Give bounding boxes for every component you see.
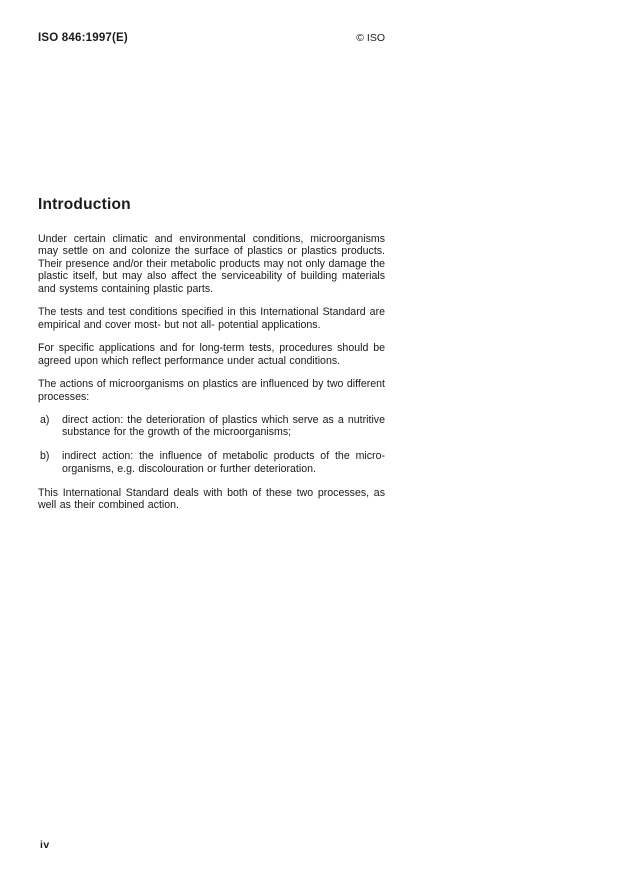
list-item-label: b) (40, 450, 50, 463)
page-number: iv (40, 839, 50, 851)
list-item-a (38, 414, 385, 439)
introduction-section (38, 196, 385, 523)
intro-paragraph-1: Under certain climatic and environmental conditions, microorganisms may settle on and colonize the surface of plastics or plastics products. Their presence and/or their metabolic products may not only damage the plastic itself, but may also affect the serviceability of building materials and systems containing plastic parts. (38, 233, 385, 295)
intro-paragraph-3: For specific applications and for long-term tests, procedures should be agreed upon which reflect performance under actual conditions. (38, 342, 385, 367)
page-footer (40, 839, 50, 851)
list-item-b (38, 450, 385, 475)
list-item-text: indirect action: the influence of metabolic products of the micro-organisms, e.g. discolouration or further deterioration. (62, 450, 385, 475)
page-header (38, 32, 385, 44)
document-reference: ISO 846:1997(E) (38, 32, 128, 44)
copyright-notice: © ISO (356, 32, 385, 44)
section-title: Introduction (38, 196, 131, 213)
intro-paragraph-4: The actions of microorganisms on plastics are influenced by two different processes: (38, 378, 385, 403)
intro-closing-paragraph: This International Standard deals with both of these two processes, as well as their combined action. (38, 486, 385, 512)
list-item-label: a) (40, 413, 50, 426)
list-item-text: direct action: the deterioration of plastics which serve as a nutritive substance for the growth of the microorganisms; (62, 413, 385, 439)
intro-paragraph-2: The tests and test conditions specified in this International Standard are empirical and cover most- but not all- potential applications. (38, 306, 385, 331)
